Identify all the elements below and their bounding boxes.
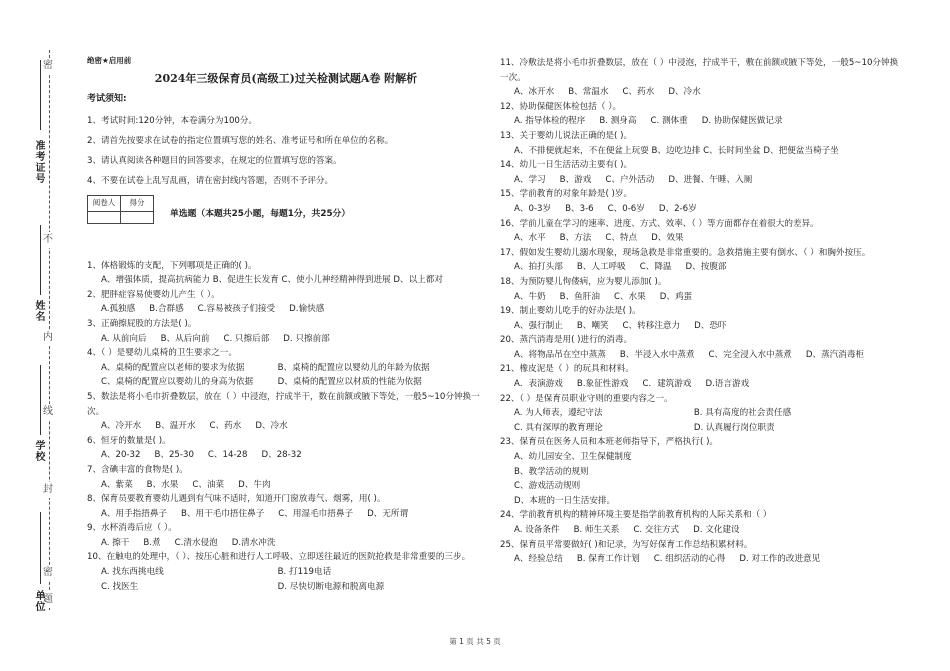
question-text: 4、（ ）是婴幼儿桌椅的卫生要求之一。 [87,348,237,359]
question-text: 3、正确擦屁股的方法是( )。 [87,318,197,329]
question [500,129,905,158]
answer-option[interactable]: C、14-28 [207,450,248,461]
option-group [500,552,905,567]
score-header: 得分 [121,196,154,212]
question-text: 9、水杯消毒后应（ ）。 [87,523,177,534]
answer-option[interactable]: C、油菜 [192,479,225,490]
score-table [87,195,154,224]
answer-option[interactable]: A、用手指捂鼻子 [101,508,168,519]
question-text: 11、冷敷法是将小毛巾折叠数层，放在（ ）中浸泡，拧成半干，敷在前额或腋下等处，一般5~10分钟换一次。 [500,58,899,83]
answer-option[interactable]: A、拍打头部 [514,262,563,273]
page-title: 2024年三级保育员(高级工)过关检测试题A卷 附解析 [154,72,418,85]
answer-option[interactable]: D. 协助保健医做记录 [701,116,783,127]
answer-option[interactable]: C、药水 [622,87,655,98]
answer-option[interactable]: C、药水 [209,421,242,432]
notice-item: 3、请认真阅读各种题目的回答要求，在规定的位置填写您的答案。 [87,155,342,166]
answer-option[interactable]: D、鸡蛋 [659,291,693,302]
page-footer: 第 1 页 共 5 页 [449,637,501,646]
option-group [500,144,905,159]
answer-option[interactable]: D、28-32 [261,450,302,461]
answer-option[interactable]: A. 从前向后 [101,333,147,344]
answer-option[interactable]: C、户外活动 [605,174,655,185]
notice-heading: 考试须知: [87,94,127,104]
option-group [87,565,485,594]
answer-option[interactable]: A、幼儿园安全、卫生保健制度 [514,452,632,463]
question [87,317,485,346]
answer-option[interactable]: A、20-32 [101,450,141,461]
answer-option[interactable]: D、按腹部 [685,262,727,273]
seal-char: 封 [43,482,53,498]
answer-option[interactable]: C. 具有深厚的教育理论 [514,422,603,433]
question [500,217,905,246]
question [500,362,905,391]
answer-option[interactable]: D、冷水 [668,87,701,98]
question-text: 6、恒牙的数量是( )。 [87,435,171,446]
answer-option[interactable]: D、本班的一日生活安排。 [514,495,616,506]
question [87,390,485,434]
answer-option[interactable]: A. 设备条件 [514,525,560,535]
answer-option[interactable]: C. 交往方式 [633,525,680,535]
answer-option[interactable]: A、冷开水 [101,421,142,432]
name-fill-line [40,225,41,295]
answer-option[interactable]: C. 找医生 [101,581,139,592]
question [500,100,905,129]
unit-fill-line [40,512,41,584]
question [87,463,485,492]
seal-char: 内 [43,330,53,346]
question [500,538,905,567]
answer-option[interactable]: D、无所谓 [367,508,409,519]
answer-option[interactable]: B、人工呼吸 [576,262,626,273]
option-group [87,302,485,317]
answer-option[interactable]: D、牛肉 [238,479,271,490]
answer-option[interactable]: D、蒸汽消毒柜 [805,349,865,360]
answer-option[interactable]: B. 测身高 [599,116,637,127]
option-group [500,231,905,246]
answer-option[interactable]: D. 文化建设 [693,525,740,535]
answer-option[interactable]: A、不排便就起来，不在便盆上玩耍 B、边吃边排 C、长时间坐盆 D、把便盆当椅子坐 [514,145,839,156]
answer-option[interactable]: C、水果 [613,291,646,302]
left-column [87,56,485,594]
answer-option[interactable]: A、经验总结 [514,554,563,565]
option-group [87,361,485,390]
question [500,304,905,333]
exam-number-fill-line [40,60,41,130]
answer-option[interactable]: B.煮 [143,537,161,548]
option-group [87,419,485,434]
option-group [87,332,485,347]
seal-char: 不 [43,232,53,248]
answer-option[interactable]: B、半浸入水中蒸煮 [619,349,695,360]
question [500,246,905,275]
school-label: 学校 [33,440,44,462]
question-text: 15、学前教育的对象年龄是( )岁。 [500,189,633,200]
question [87,521,485,550]
option-group [500,523,905,538]
question [500,392,905,436]
answer-option[interactable]: A、紫菜 [101,479,133,490]
question-text: 18、为预防婴儿佝偻病，应为婴儿添加( )。 [500,276,667,287]
question-text: 17、假如发生婴幼儿溺水现象，现场急救是非常重要的。急救措施主要有倒水、（ ）和胸外按压。 [500,247,871,258]
answer-option[interactable]: A. 找东西挑电线 [101,567,164,578]
option-group [500,85,905,100]
answer-option[interactable]: B、嘲笑 [576,320,609,331]
unit-label: 单位 [33,590,44,612]
answer-option[interactable]: C、游戏活动规则 [514,481,581,492]
question [500,275,905,304]
option-group [500,290,905,305]
answer-option[interactable]: B、桌椅的配置应以婴幼儿的年龄为依据 [277,362,430,373]
option-group [87,507,485,522]
answer-option[interactable]: B、常温水 [568,87,609,98]
answer-option[interactable]: B、从后向前 [160,333,210,344]
question [87,288,485,317]
question [87,434,485,463]
answer-option[interactable]: A. 擦干 [101,537,130,548]
answer-option[interactable]: A、牛奶 [514,291,546,302]
question-text: 13、关于婴幼儿说法正确的是( )。 [500,130,633,141]
option-group [500,406,905,435]
answer-option[interactable]: D.语言游戏 [705,379,750,390]
option-group [500,319,905,334]
question [500,187,905,216]
option-group [500,377,905,392]
question-text: 12、协助保健医体检包括（ ）。 [500,101,622,112]
option-group [500,450,905,508]
answer-option[interactable]: B、教学活动的规则 [514,466,589,477]
question [87,259,485,288]
answer-option[interactable]: B、用干毛巾捂住鼻子 [181,508,265,519]
option-group [87,273,485,288]
right-column [500,56,905,567]
answer-option[interactable]: B. 打119电话 [277,567,332,578]
answer-option[interactable]: C．建筑游戏 [642,379,692,390]
answer-option[interactable]: D. 认真履行岗位职责 [693,422,775,433]
answer-option[interactable]: A、桌椅的配置应以老师的要求为依据 [101,362,245,373]
answer-option[interactable]: D、2-6岁 [658,203,697,214]
question-list-right [500,56,905,567]
answer-option[interactable]: C、桌椅的配置应以婴幼儿的身高为依据 [101,377,254,388]
answer-option[interactable]: C、降温 [639,262,672,273]
answer-option[interactable]: D. 尽快切断电源和脱离电源 [277,581,385,592]
notice-item: 2、请首先按要求在试卷的指定位置填写您的姓名、准考证号和所在单位的名称。 [87,135,394,146]
answer-option[interactable]: D. 对工作的改进意见 [739,554,821,565]
answer-option[interactable]: C、转移注意力 [622,320,681,331]
exam-number-label: 准考证号 [33,140,44,184]
seal-char: 密 [43,565,53,581]
seal-char: 密 [43,58,53,74]
answer-option[interactable]: C. 测体重 [650,116,688,127]
answer-option[interactable]: A、学习 [514,174,546,185]
answer-option[interactable]: D.清水冲洗 [231,537,276,548]
question-text: 19、制止婴幼儿吃手的好办法是( )。 [500,306,641,317]
secret-label: 绝密★启用前 [87,56,132,65]
answer-option[interactable]: A. 指导体检的程序 [514,116,586,127]
question-text: 21、橡皮泥是（ ）的玩具和材料。 [500,364,634,375]
option-group [500,173,905,188]
answer-option[interactable]: C、特点 [605,233,638,244]
answer-option[interactable]: B. 师生关系 [573,525,620,535]
answer-option[interactable]: B. 保育工作计划 [576,554,640,565]
binding-margin [0,0,80,671]
answer-option[interactable]: D. 只擦前部 [283,333,330,344]
answer-option[interactable]: D、桌椅的配置应以材质的性能为依据 [277,377,422,388]
answer-option[interactable]: D.愉快感 [289,304,325,315]
question-text: 8、保育员要教育婴幼儿遇到有气味不适时，知道开门窗放毒气、烟雾，用( )。 [87,494,386,505]
answer-option[interactable]: C.容易被孩子们接受 [197,304,276,315]
option-group [500,260,905,275]
question-text: 1、体格锻炼的支配，下列哪项是正确的( )。 [87,260,257,271]
question-text: 2、肥胖症容易使婴幼儿产生（ ）。 [87,289,220,300]
answer-option[interactable]: C、用湿毛巾捂鼻子 [278,508,354,519]
question-text: 16、学前儿童在学习的速率、进度、方式、效率、（ ）等方面都存在着很大的差异。 [500,218,819,229]
question [87,346,485,390]
notice-list [87,111,485,191]
score-cell[interactable] [121,211,154,223]
answer-option[interactable]: B.象征性游戏 [576,379,629,390]
question [500,56,905,100]
answer-option[interactable]: A、冰开水 [514,87,555,98]
question [87,550,485,594]
option-group [500,114,905,129]
answer-option[interactable]: C、0-6岁 [607,203,645,214]
answer-option[interactable]: A、水平 [514,233,546,244]
question-text: 25、保育员平常要做好( )和记录，为写好保育工作总结积累材料。 [500,539,753,550]
answer-option[interactable]: D、效果 [651,233,684,244]
answer-option[interactable]: C、完全浸入水中蒸煮 [708,349,792,360]
question-text: 10、在触电的处理中，（ ）、按压心脏和进行人工呼吸、立即送往最近的医院抢救是非常重要的三步。 [87,552,471,563]
question [500,333,905,362]
question-list-left [87,259,485,595]
answer-option[interactable]: B、水果 [146,479,179,490]
answer-option[interactable]: A、强行制止 [514,320,563,331]
question [500,435,905,508]
seal-char: 题 [43,592,53,608]
question-text: 24、学前教育机构的精神环境主要是指学前教育机构的人际关系和（ ） [500,510,772,521]
answer-option[interactable]: A.孤独感 [101,304,136,315]
notice-item: 1、考试时间:120分钟，本卷满分为100分。 [87,115,258,126]
score-row [87,195,485,225]
school-fill-line [40,365,41,435]
question [500,158,905,187]
answer-option[interactable]: A、将物品吊在空中蒸蒸 [514,349,606,360]
option-group [500,348,905,363]
name-label: 姓名 [33,300,44,322]
option-group [87,448,485,463]
answer-option[interactable]: C. 只擦后部 [223,333,270,344]
section-heading: 单选题（本题共25小题，每题1分，共25分） [170,209,351,220]
answer-option[interactable]: B、温开水 [155,421,196,432]
question-text: 23、保育员在医务人员和本班老师指导下，严格执行( )。 [500,437,719,448]
question-text: 14、幼儿一日生活活动主要有( )。 [500,160,633,171]
option-group [500,202,905,217]
grader-cell[interactable] [88,211,121,223]
answer-option[interactable]: B、3-6 [565,203,594,214]
answer-option[interactable]: D、冷水 [255,421,288,432]
option-group [87,478,485,493]
answer-option[interactable]: A、0-3岁 [514,203,552,214]
answer-option[interactable]: B、鱼肝油 [559,291,600,302]
option-group [87,536,485,551]
answer-option[interactable]: B、25-30 [154,450,194,461]
answer-option[interactable]: B、游戏 [559,174,592,185]
question [87,492,485,521]
answer-option[interactable]: C.清水侵泡 [174,537,218,548]
answer-option[interactable]: B.合群感 [149,304,184,315]
question-text: 22、（ ）是保育员职业守则的重要内容之一。 [500,393,673,404]
answer-option[interactable]: A. 为人师表，遵纪守法 [514,408,603,419]
answer-option[interactable]: D、进餐、午睡、入厕 [668,174,753,185]
grader-header: 阅卷人 [88,196,121,212]
seal-char: 线 [43,404,53,420]
question [500,508,905,537]
answer-option[interactable]: A、增强体质，提高抗病能力 B、促进生长发育 C、使小儿神经精神得到进展 D、以上都对 [101,275,443,286]
notice-item: 4、不要在试卷上乱写乱画，请在密封线内答题，否则不予评分。 [87,175,334,186]
answer-option[interactable]: B. 具有高度的社会责任感 [693,408,792,419]
answer-option[interactable]: B、方法 [559,233,592,244]
question-text: 20、蒸汽消毒是用( )进行的消毒。 [500,335,633,346]
answer-option[interactable]: C. 组织活动的心得 [653,554,726,565]
question-text: 7、含碘丰富的食物是( )。 [87,464,188,475]
answer-option[interactable]: D、恐吓 [694,320,727,331]
question-text: 5、数法是将小毛巾折叠数层，放在（ ）中浸泡，拧成半干，数在前额或腋下等处，一般5~10分钟换一次。 [87,391,480,417]
answer-option[interactable]: A．表演游戏 [514,379,563,390]
